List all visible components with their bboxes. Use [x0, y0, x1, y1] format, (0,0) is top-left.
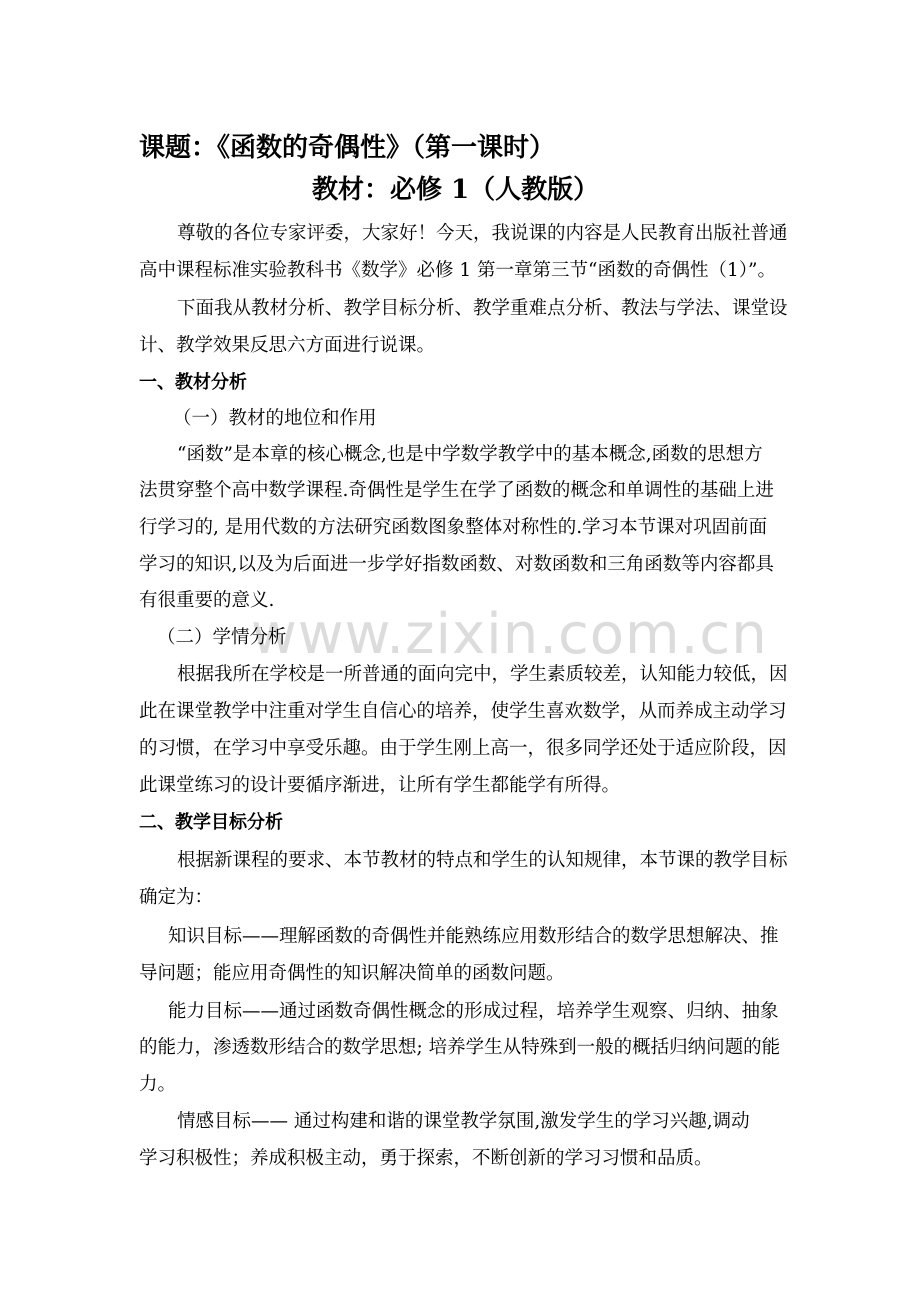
paragraph-line: 有很重要的意义. — [139, 590, 275, 611]
ability-objective-line: 的能力，渗透数形结合的数学思想; 培养学生从特殊到一般的概括归纳问题的能 — [139, 1037, 781, 1058]
paragraph-line: 确定为： — [139, 887, 214, 908]
section-heading-materials: 一、教材分析 — [139, 372, 247, 393]
paragraph-line: 此课堂练习的设计要循序渐进，让所有学生都能学有所得。 — [139, 775, 621, 796]
paragraph-line: 法贯穿整个高中数学课程.奇偶性是学生在学了函数的概念和单调性的基础上进 — [139, 480, 774, 501]
document-title: 课题：《函数的奇偶性》（第一课时） — [139, 133, 556, 163]
paragraph-line: 根据我所在学校是一所普通的面向完中，学生素质较差，认知能力较低，因 — [177, 664, 788, 685]
paragraph-line: 此在课堂教学中注重对学生自信心的培养，使学生喜欢数学，从而养成主动学习 — [139, 701, 787, 722]
emotion-objective-line: 情感目标—— 通过构建和谐的课堂教学氛围,激发学生的学习兴趣,调动 — [177, 1111, 750, 1132]
paragraph-line: 根据新课程的要求、本节教材的特点和学生的认知规律，本节课的教学目标 — [177, 850, 788, 871]
paragraph-line: “函数”是本章的核心概念,也是中学数学教学中的基本概念,函数的思想方 — [177, 444, 763, 465]
emotion-objective-line: 学习积极性；养成积极主动，勇于探索，不断创新的学习习惯和品质。 — [139, 1148, 713, 1169]
knowledge-objective-line: 导问题；能应用奇偶性的知识解决简单的函数问题。 — [139, 963, 565, 984]
knowledge-objective-line: 知识目标——理解函数的奇偶性并能熟练应用数形结合的数学思想解决、推 — [168, 926, 779, 947]
subsection-heading-students: （二）学情分析 — [157, 627, 287, 648]
paragraph-line: 学习的知识,以及为后面进一步学好指数函数、对数函数和三角函数等内容都具 — [139, 554, 774, 575]
ability-objective-line: 力。 — [139, 1074, 177, 1095]
paragraph-line: 行学习的, 是用代数的方法研究函数图象整体对称性的.学习本节课对巩固前面 — [139, 517, 768, 538]
paragraph-line: 的习惯，在学习中享受乐趣。由于学生刚上高一，很多同学还处于适应阶段，因 — [139, 738, 787, 759]
intro-line: 尊敬的各位专家评委，大家好！今天，我说课的内容是人民教育出版社普通 — [177, 223, 788, 244]
section-heading-objectives: 二、教学目标分析 — [139, 812, 283, 833]
intro-line: 计、教学效果反思六方面进行说课。 — [139, 335, 436, 356]
ability-objective-line: 能力目标——通过函数奇偶性概念的形成过程，培养学生观察、归纳、抽象 — [168, 1001, 779, 1022]
watermark: www.zixin.com.cn — [251, 602, 768, 667]
subsection-heading-role: （一）教材的地位和作用 — [173, 408, 377, 429]
intro-line: 下面我从教材分析、教学目标分析、教学重难点分析、教法与学法、课堂设 — [177, 298, 788, 319]
intro-line: 高中课程标准实验教科书《数学》必修 1 第一章第三节“函数的奇偶性（1）”。 — [139, 260, 776, 281]
document-subtitle: 教材：必修 1（人教版） — [312, 175, 600, 205]
